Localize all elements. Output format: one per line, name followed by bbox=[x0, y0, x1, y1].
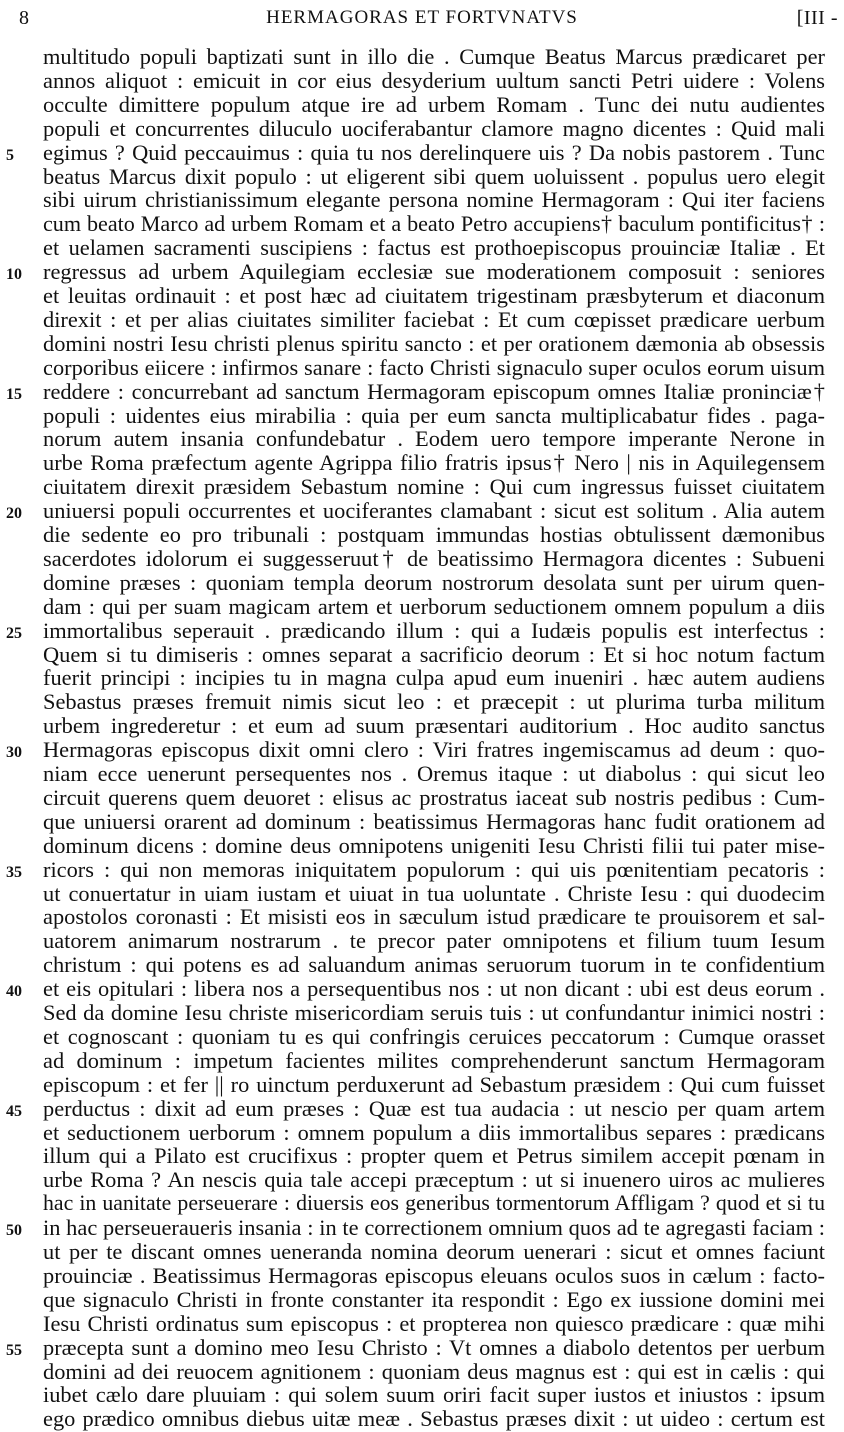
line-text: domine præses : quoniam templa deorum nostrorum desolata sunt per uirum quen- bbox=[43, 569, 825, 595]
line-number: 20 bbox=[6, 505, 22, 523]
line-text: ciuitatem direxit præsidem Sebastum nomine : Qui cum ingressus fuisset ciuitatem bbox=[43, 474, 825, 500]
line-text: urbe Roma præfectum agente Agrippa filio fratris ipsus† Nero | nis in Aquilegensem bbox=[43, 450, 825, 476]
line-text: ut per te discant omnes ueneranda nomina deorum uenerari : sicut et omnes faciunt bbox=[43, 1239, 825, 1264]
line-text: Sebastus præses fremuit nimis sicut leo : et præcepit : ut plurima turba militum bbox=[43, 689, 825, 715]
line-text: Sed da domine Iesu christe misericordiam seruis tuis : ut confundantur inimici nostri : bbox=[43, 1000, 825, 1025]
line-text: direxit : et per alias ciuitates similiter faciebat : Et cum cœpisset prædicare uerbum bbox=[43, 306, 825, 332]
line-text: domini ad dei reuocem agnitionem : quoniam deus magnus est : qui est in cælis : qui bbox=[43, 1358, 825, 1384]
line-text: egimus ? Quid peccauimus : quia tu nos derelinquere uis ? Da nobis pastorem . Tunc bbox=[43, 139, 825, 165]
line-number: 40 bbox=[6, 983, 22, 1001]
line-number: 35 bbox=[6, 863, 22, 881]
running-header bbox=[0, 7, 844, 37]
line-text: populi et concurrentes diluculo uociferabantur clamore magno dicentes : Quid mali bbox=[43, 115, 825, 141]
line-text: christum : qui potens es ad saluandum animas seruorum tuorum in te confidentium bbox=[43, 952, 825, 978]
line-text: annos aliquot : emicuit in cor eius desyderium uultum sancti Petri uidere : Volens bbox=[43, 67, 825, 93]
line-text: que signaculo Christi in fronte constanter ita respondit : Ego ex iussione domini mei bbox=[43, 1286, 825, 1312]
line-text: que uniuersi orarent ad dominum : beatissimus Hermagoras hanc fudit orationem ad bbox=[43, 808, 825, 834]
line-text: sacerdotes idolorum ei suggesseruut† de beatissimo Hermagora dicentes : Subueni bbox=[43, 545, 825, 571]
line-number: 15 bbox=[6, 385, 22, 403]
line-text: hac in uanitate perseuerare : diuersis eos generibus tormentorum Affligam ? quod et si tu bbox=[43, 1191, 825, 1216]
line-text: dominum dicens : domine deus omnipotens unigeniti Iesu Christi filii tui pater mise- bbox=[43, 832, 825, 858]
line-text: occulte dimittere populum atque ire ad urbem Romam . Tunc dei nutu audientes bbox=[43, 91, 825, 117]
line-text: Hermagoras episcopus dixit omni clero : Viri fratres ingemiscamus ad deum : quo- bbox=[43, 737, 825, 763]
line-text: perductus : dixit ad eum præses : Quæ est tua audacia : ut nescio per quam artem bbox=[43, 1095, 825, 1121]
line-number: 10 bbox=[6, 266, 22, 284]
section-mark: [III - bbox=[796, 7, 838, 29]
line-text: circuit querens quem deuoret : elisus ac prostratus iaceat sub nostris pedibus : Cum- bbox=[43, 784, 825, 810]
line-text: præcepta sunt a domino meo Iesu Christo : Vt omnes a diabolo detentos per uerbum bbox=[43, 1334, 825, 1360]
line-text: ricors : qui non memoras iniquitatem populorum : qui uis pœnitentiam pecatoris : bbox=[43, 856, 825, 882]
line-text: illum qui a Pilato est crucifixus : propter quem et Petrus similem accepit pœnam in bbox=[43, 1143, 825, 1169]
line-text: et cognoscant : quoniam tu es qui confringis ceruices peccatorum : Cumque orasset bbox=[43, 1023, 825, 1049]
line-number: 50 bbox=[6, 1222, 22, 1240]
line-text: ad dominum : impetum facientes milites comprehenderunt sanctum Hermagoram bbox=[43, 1047, 825, 1073]
line-text: Quem si tu dimiseris : omnes separat a sacrificio deorum : Et si hoc notum factum bbox=[43, 641, 825, 667]
page-number: 8 bbox=[19, 7, 30, 29]
line-text: in hac perseueraueris insania : in te correctionem omnium quos ad te agregasti faciam : bbox=[43, 1215, 825, 1241]
line-text: norum autem insania confundebatur . Eodem uero tempore imperante Nerone in bbox=[43, 426, 825, 452]
line-number: 45 bbox=[6, 1102, 22, 1120]
line-text: prouinciæ . Beatissimus Hermagoras episcopus eleuans oculos suos in cælum : facto- bbox=[43, 1262, 825, 1288]
line-text: urbe Roma ? An nescis quia tale accepi præceptum : ut si inuenero uiros ac mulieres bbox=[43, 1167, 825, 1193]
line-number: 55 bbox=[6, 1341, 22, 1359]
line-text: urbem ingrederetur : et eum ad suum præsentari auditorium . Hoc audito sanctus bbox=[43, 713, 825, 739]
line-text: cum beato Marco ad urbem Romam et a beato Petro accupiens† baculum pontificitus† : bbox=[43, 211, 825, 237]
line-text: populi : uidentes eius mirabilia : quia per eum sancta multiplicabatur fides . paga- bbox=[43, 402, 825, 428]
line-text: multitudo populi baptizati sunt in illo die . Cumque Beatus Marcus prædicaret per bbox=[43, 44, 825, 69]
line-number: 30 bbox=[6, 744, 22, 762]
line-text: dam : qui per suam magicam artem et uerborum seductionem omnem populum a diis bbox=[43, 593, 825, 619]
line-text: reddere : concurrebant ad sanctum Hermagoram episcopum omnes Italiæ proninciæ† bbox=[43, 378, 825, 404]
line-text: regressus ad urbem Aquilegiam ecclesiæ sue moderationem composuit : seniores bbox=[43, 259, 825, 285]
line-text: et seductionem uerborum : omnem populum a diis immortalibus separes : prædicans bbox=[43, 1119, 825, 1145]
line-text: iubet cælo dare pluuiam : qui solem suum oriri facit super iustos et iniustos : ipsum bbox=[43, 1382, 825, 1408]
line-text: uniuersi populi occurrentes et uociferantes clamabant : sicut est solitum . Alia autem bbox=[43, 498, 825, 524]
line-text: corporibus eiicere : infirmos sanare : facto Christi signaculo super oculos eorum uisum bbox=[43, 354, 825, 380]
line-text: et uelamen sacramenti suscipiens : factus est prothoepiscopus prouinciæ Italiæ . Et bbox=[43, 235, 825, 261]
line-text: ut conuertatur in uiam iustam et uiuat in tua uoluntate . Christe Iesu : qui duodecim bbox=[43, 880, 825, 906]
line-text: sibi uirum christianissimum elegante persona nomine Hermagoram : Qui iter faciens bbox=[43, 187, 825, 213]
line-text: Iesu Christi ordinatus sum episcopus : et propterea non quiesco prædicare : quæ mihi bbox=[43, 1310, 825, 1336]
line-text: et eis opitulari : libera nos a persequentibus nos : ut non dicant : ubi est deus eorum . bbox=[43, 976, 825, 1002]
line-number: 5 bbox=[6, 146, 14, 164]
line-text: ego prædico omnibus diebus uitæ meæ . Sebastus præses dixit : ut uideo : certum est bbox=[43, 1406, 825, 1432]
line-text: episcopum : et fer || ro uinctum perduxerunt ad Sebastum præsidem : Qui cum fuisset bbox=[43, 1071, 825, 1097]
line-text: beatus Marcus dixit populo : ut eligerent sibi quem uoluissent . populus uero elegit bbox=[43, 163, 825, 189]
line-text: apostolos coronasti : Et misisti eos in sæculum istud prædicare te prouisorem et sal- bbox=[43, 904, 825, 930]
line-text: domini nostri Iesu christi plenus spiritu sancto : et per orationem dæmonia ab obsessis bbox=[43, 330, 825, 356]
running-title: HERMAGORAS ET FORTVNATVS bbox=[266, 7, 578, 28]
text-line bbox=[0, 1405, 844, 1432]
line-text: immortalibus seperauit . prædicando illum : qui a Iudæis populis est interfectus : bbox=[43, 617, 825, 643]
line-text: die sedente eo pro tribunali : postquam immundas hostias obtulissent dæmonibus bbox=[43, 522, 825, 547]
line-text: fuerit principi : incipies tu in magna culpa apud eum inueniri . hæc autem audiens bbox=[43, 665, 825, 691]
line-number: 25 bbox=[6, 624, 22, 642]
line-text: niam ecce uenerunt persequentes nos . Oremus itaque : ut diabolus : qui sicut leo bbox=[43, 761, 825, 786]
line-text: et leuitas ordinauit : et post hæc ad ciuitatem trigestinam præsbyterum et diaconum bbox=[43, 283, 825, 308]
line-text: uatorem animarum nostrarum . te precor pater omnipotens et filium tuum Iesum bbox=[43, 928, 825, 954]
